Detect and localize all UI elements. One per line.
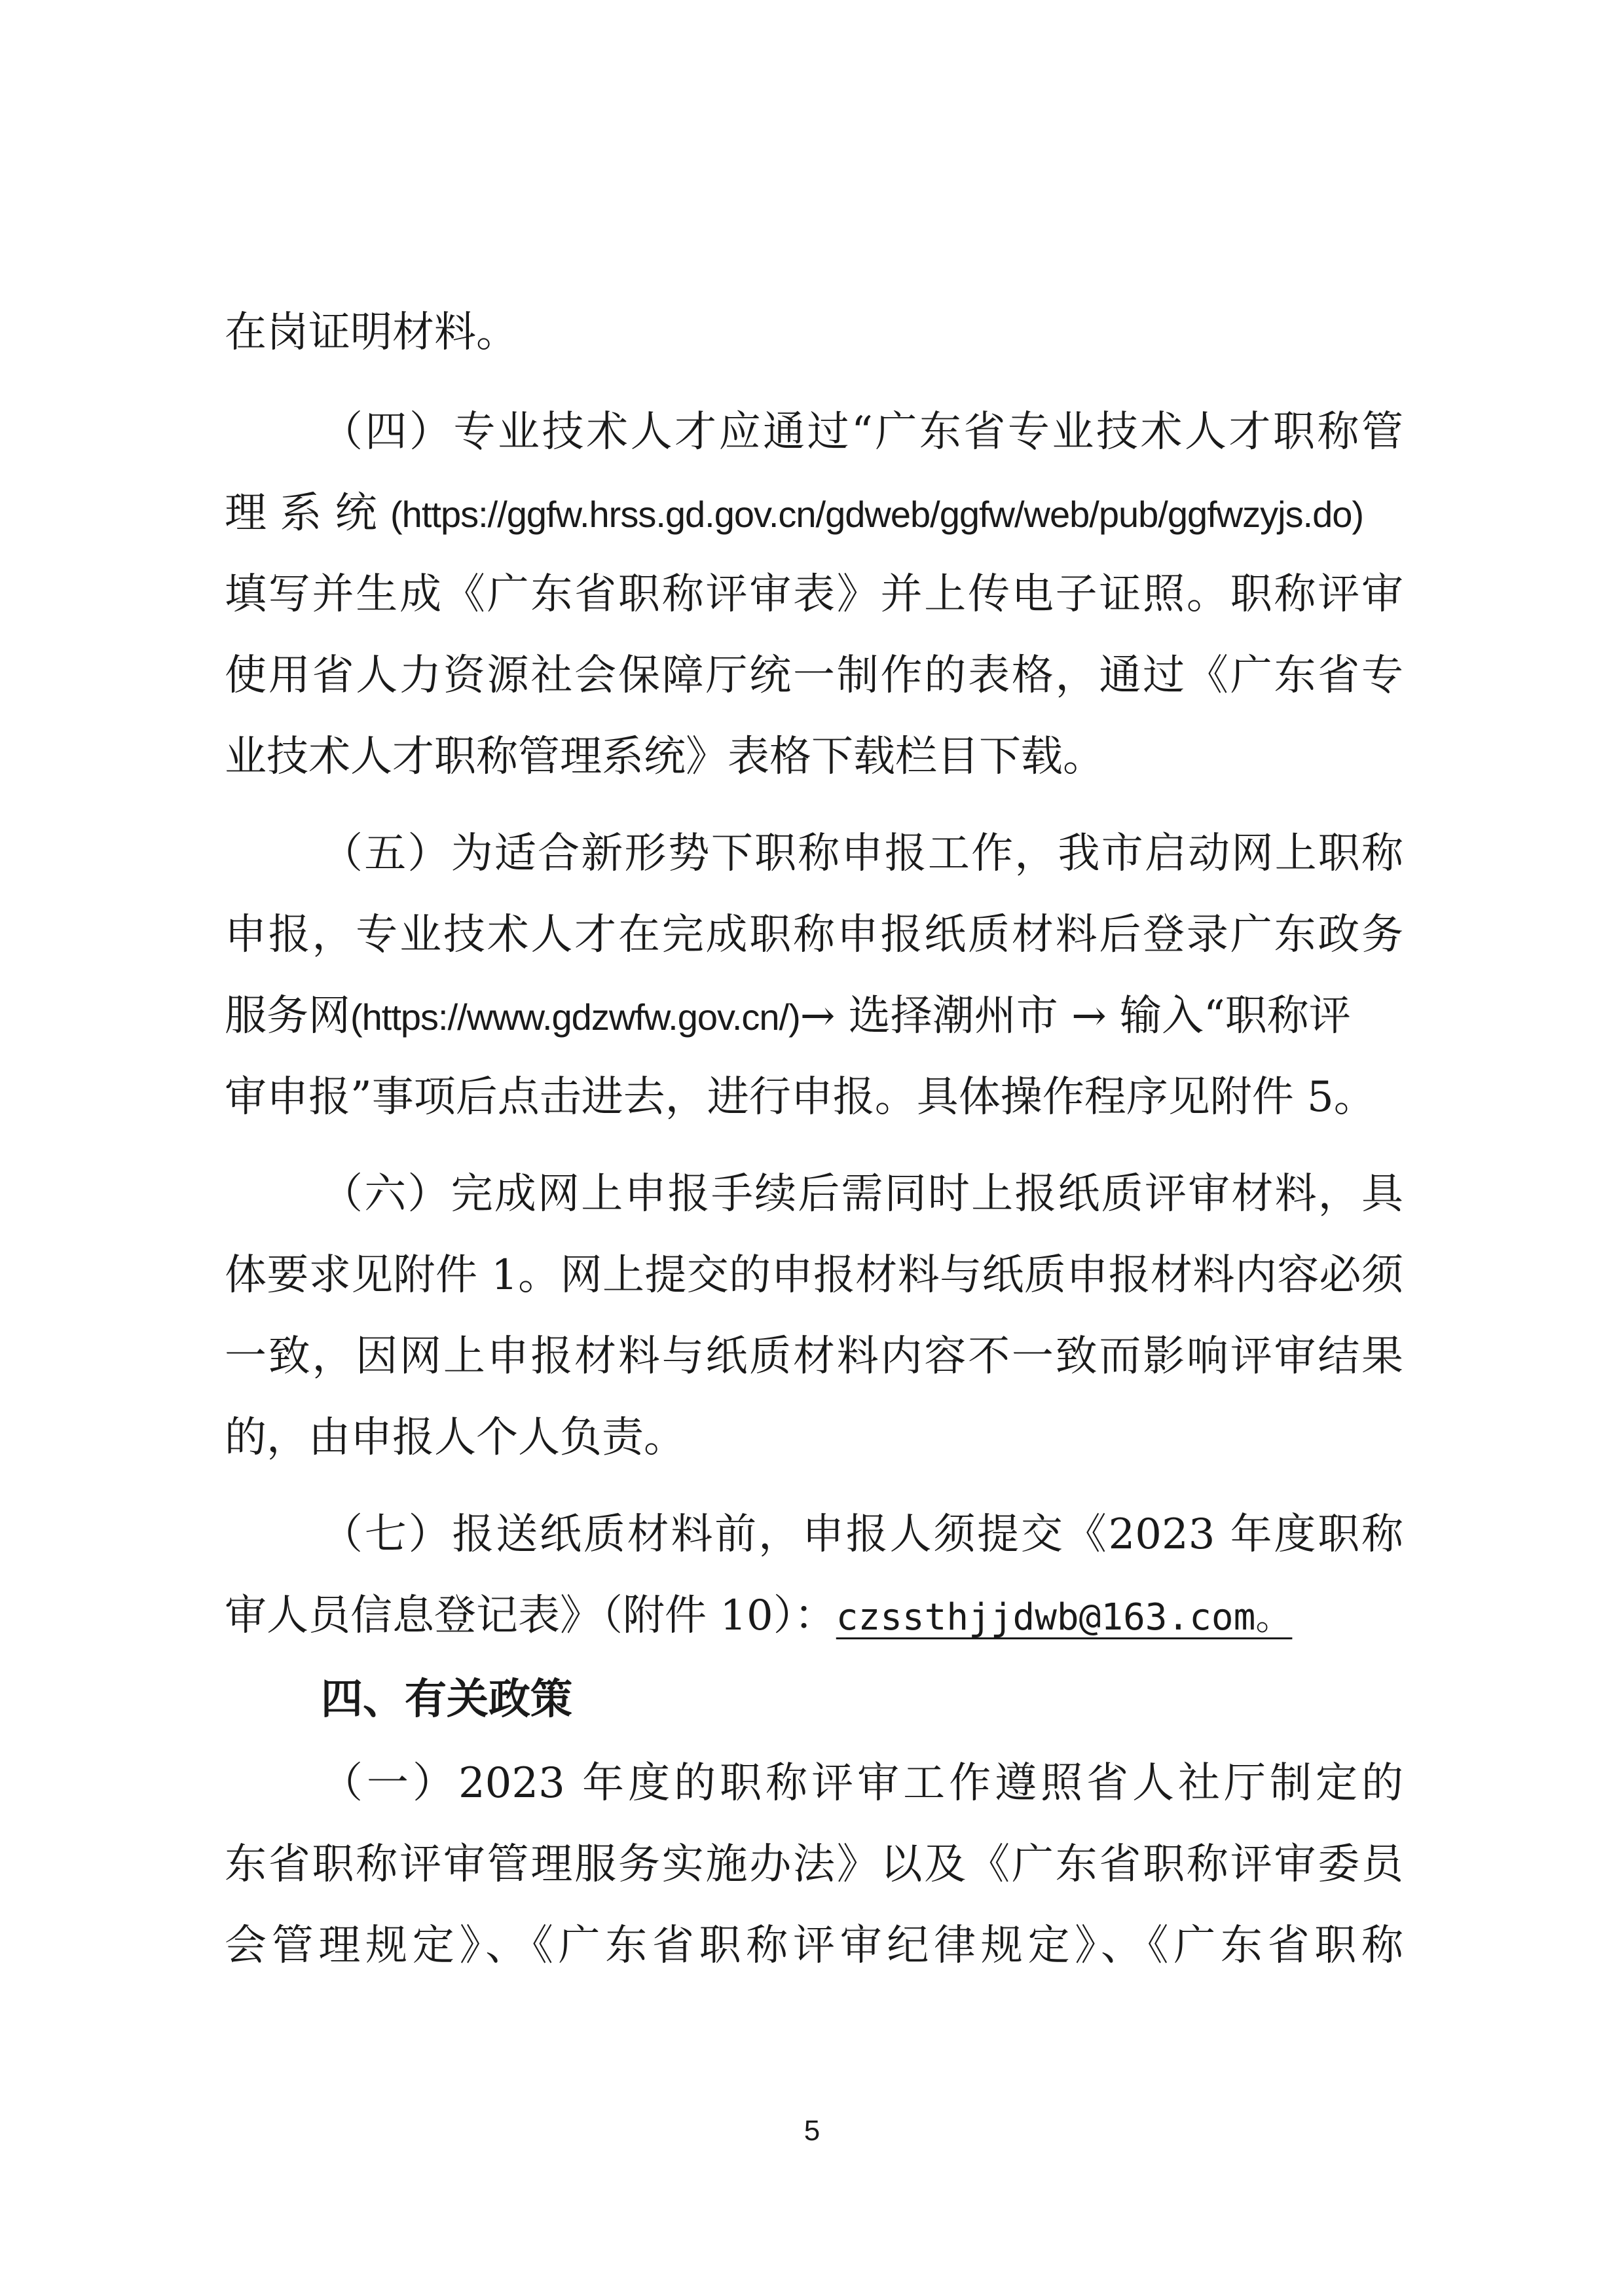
paragraph-line: （七）报送纸质材料前，申报人须提交《2023 年度职称 (321, 1510, 1403, 1559)
email-link[interactable]: czssthjjdwb@163.com。 (836, 1596, 1293, 1639)
paragraph-line (225, 1584, 1292, 1647)
paragraph-line: （一）2023 年度的职称评审工作遵照省人社厅制定的 (321, 1759, 1403, 1808)
paragraph-line: （五）为适合新形势下职称申报工作，我市启动网上职称 (321, 829, 1403, 878)
section-heading: 四、有关政策 (321, 1675, 572, 1724)
paragraph-line: 在岗证明材料。 (225, 308, 518, 357)
paragraph-line: 填写并生成《广东省职称评审表》并上传电子证照。职称评审 (225, 570, 1403, 619)
paragraph-line: 申报，专业技术人才在完成职称申报纸质材料后登录广东政务 (225, 911, 1403, 959)
paragraph-line (225, 482, 1363, 545)
registration-form-text: 审人员信息登记表》（附件 10）： (225, 1592, 836, 1640)
paragraph-line: 使用省人力资源社会保障厅统一制作的表格，通过《广东省专 (225, 651, 1403, 700)
page-number: 5 (803, 2115, 821, 2147)
paragraph-line: 体要求见附件 1。网上提交的申报材料与纸质申报材料内容必须 (225, 1251, 1403, 1300)
ggfw-url-link[interactable]: (https://ggfw.hrss.gd.gov.cn/gdweb/ggfw/web/pub/ggfwzyjs.do) (390, 494, 1364, 535)
paragraph-line: （四）专业技术人才应通过“广东省专业技术人才职称管 (321, 408, 1403, 456)
paragraph-line: 一致，因网上申报材料与纸质材料内容不一致而影响评审结果 (225, 1332, 1403, 1381)
system-name-text: 理 系 统 (225, 489, 377, 538)
paragraph-line: 的，由申报人个人负责。 (225, 1413, 686, 1462)
paragraph-line: （六）完成网上申报手续后需同时上报纸质评审材料，具 (321, 1170, 1403, 1218)
paragraph-line: 东省职称评审管理服务实施办法》以及《广东省职称评审委员 (225, 1840, 1403, 1889)
paragraph-line: 业技术人才职称管理系统》表格下载栏目下载。 (225, 733, 1105, 781)
service-site-text: 服务网 (225, 992, 350, 1040)
paragraph-line: 审申报”事项后点击进去，进行申报。具体操作程序见附件 5。 (225, 1073, 1376, 1121)
navigation-steps-text: → 选择潮州市 → 输入“职称评 (800, 992, 1351, 1040)
paragraph-line: 会管理规定》、《广东省职称评审纪律规定》、《广东省职称 (225, 1922, 1403, 1970)
paragraph-line (225, 985, 1351, 1048)
gdzwfw-url-link[interactable]: (https://www.gdzwfw.gov.cn/) (350, 996, 800, 1038)
